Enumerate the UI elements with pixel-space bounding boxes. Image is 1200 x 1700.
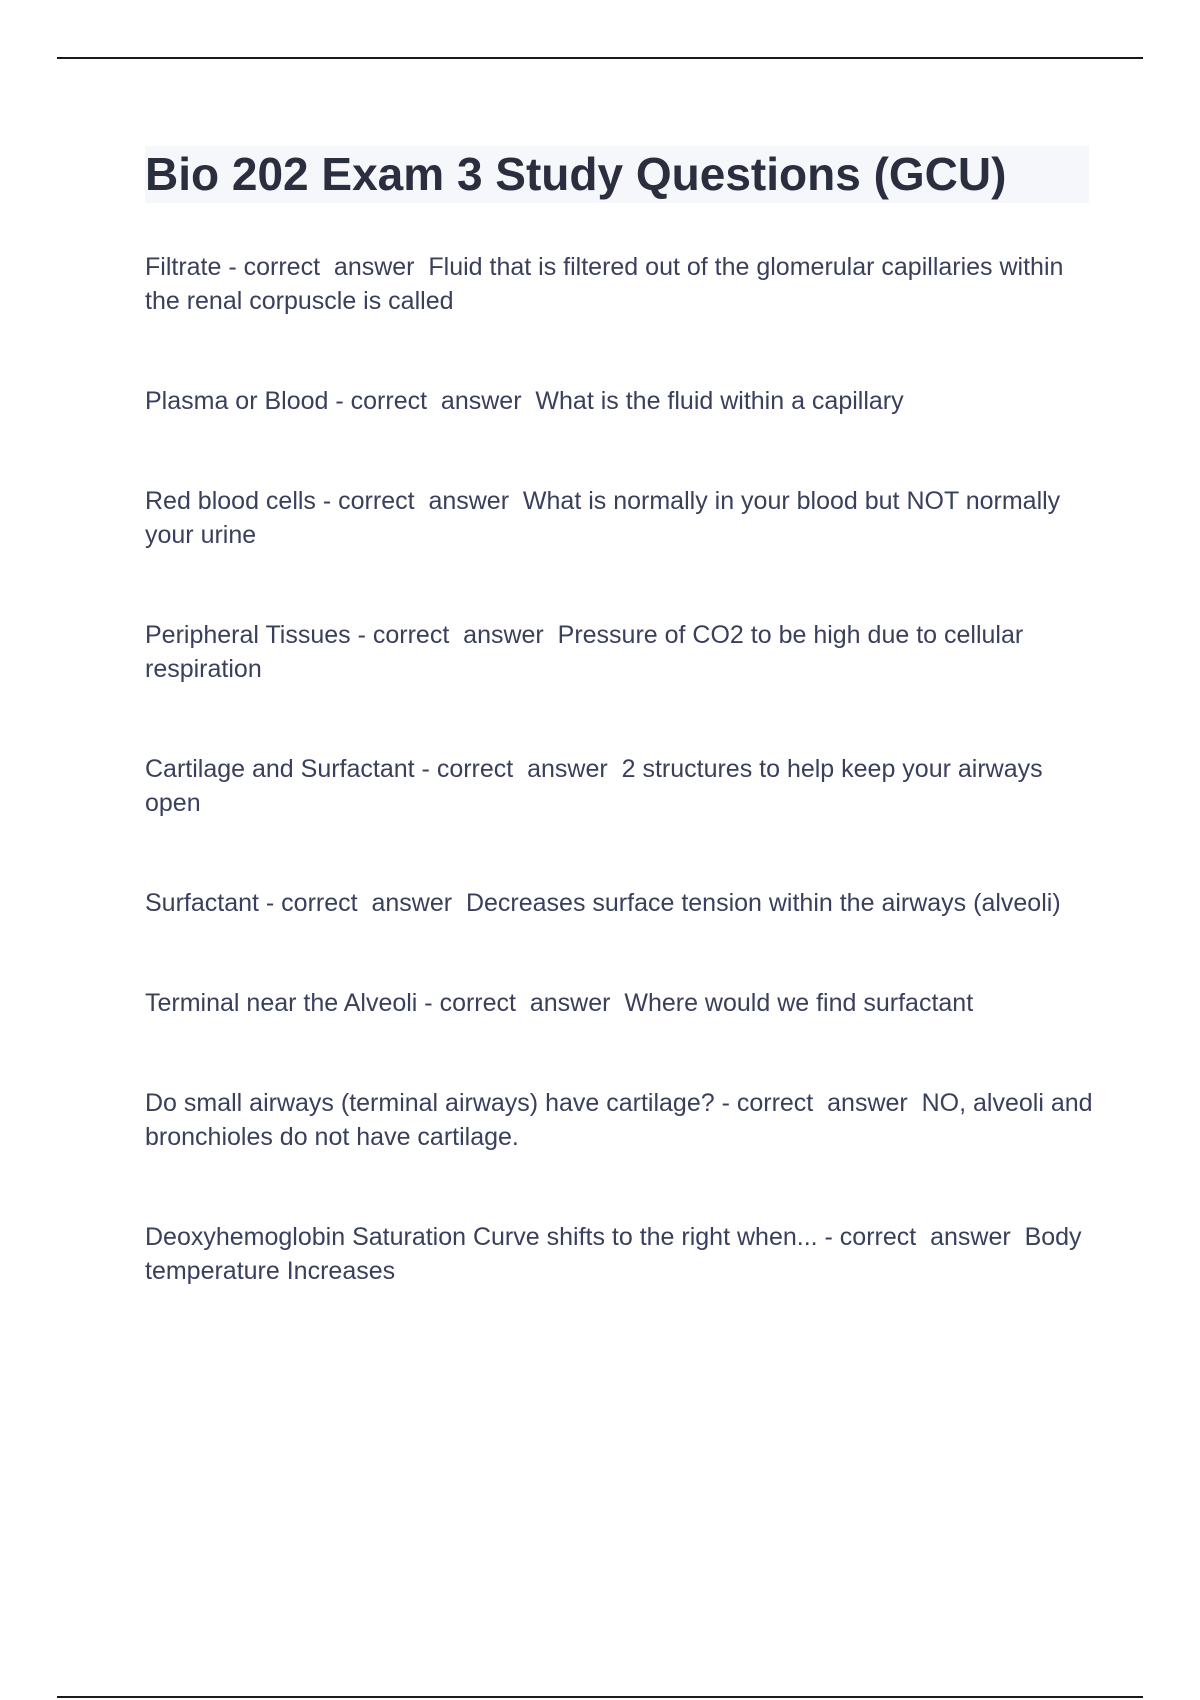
top-rule xyxy=(57,57,1143,59)
qa-item: Do small airways (terminal airways) have cartilage? - correct answer NO, alveoli and bronchioles do not have cartilage. xyxy=(145,1089,1100,1151)
qa-item: Deoxyhemoglobin Saturation Curve shifts to the right when... - correct answer Body temperature Increases xyxy=(145,1223,1089,1285)
qa-item: Red blood cells - correct answer What is normally in your blood but NOT normally your urine xyxy=(145,487,1068,549)
qa-item: Peripheral Tissues - correct answer Pressure of CO2 to be high due to cellular respiration xyxy=(145,621,1031,683)
qa-item: Terminal near the Alveoli - correct answer Where would we find surfactant xyxy=(145,989,974,1017)
document-title: Bio 202 Exam 3 Study Questions (GCU) xyxy=(145,148,1007,200)
bottom-rule xyxy=(57,1696,1143,1698)
qa-item: Surfactant - correct answer Decreases surface tension within the airways (alveoli) xyxy=(145,889,1061,917)
qa-item: Plasma or Blood - correct answer What is the fluid within a capillary xyxy=(145,387,904,415)
qa-item: Filtrate - correct answer Fluid that is filtered out of the glomerular capillaries within the renal corpuscle is called xyxy=(145,253,1071,315)
qa-list xyxy=(145,250,1100,1354)
qa-item: Cartilage and Surfactant - correct answer 2 structures to help keep your airways open xyxy=(145,755,1050,817)
